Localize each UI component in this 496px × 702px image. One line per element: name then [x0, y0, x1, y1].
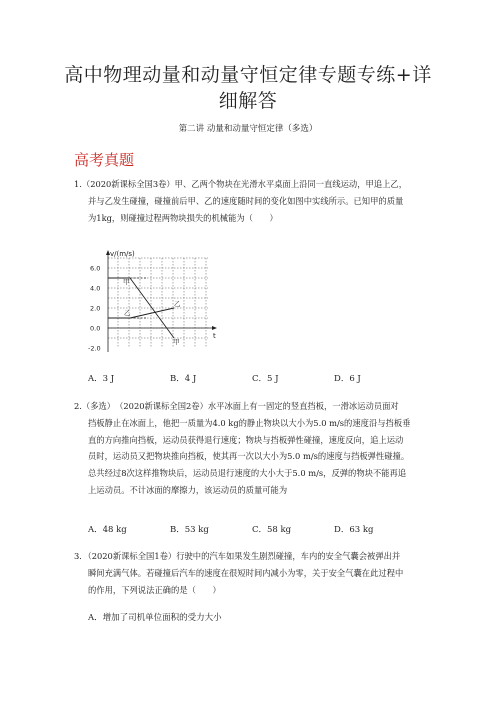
y-tick-label: 6.0 — [90, 264, 101, 273]
x-axis-arrow — [212, 326, 217, 330]
q3-option-a[interactable]: A．增加了司机单位面积的受力大小 — [88, 613, 222, 623]
series-segment — [130, 278, 174, 338]
title-line-2: 细解答 — [218, 90, 278, 112]
q2-options — [88, 523, 418, 535]
q1-line-3: 为1kg，则碰撞过程两物块损失的机械能为（ ） — [88, 212, 278, 223]
q3-line-2: 瞬间充满气体。若碰撞后汽车的速度在很短时间内减小为零，关于安全气囊在此过程中 — [88, 567, 404, 578]
q2-line-5: 总共经过8次这样推物块后，运动员退行速度的大小大于5.0 m/s，反弹的物块不能再追 — [88, 468, 407, 479]
grid — [108, 258, 208, 348]
q2-line-3: 直的方向推向挡板，运动员获得退行速度；物块与挡板弹性碰撞，速度反向，追上运动 — [88, 434, 404, 445]
q2-option-a[interactable]: A．48 kg — [88, 525, 127, 535]
q1-option-d[interactable]: D．6 J — [334, 374, 361, 384]
y-tick-label: 2.0 — [90, 304, 101, 313]
title-line-1: 高中物理动量和动量守恒定律专题专练+详 — [64, 64, 432, 86]
series-segment — [130, 308, 174, 318]
document-title — [60, 62, 436, 114]
q2-line-2: 挡板静止在冰面上，他把一质量为4.0 kg的静止物块以大小为5.0 m/s的速度沿与挡板垂 — [88, 417, 411, 428]
y-tick-label: 0.0 — [90, 324, 101, 333]
q1-option-c[interactable]: C．5 J — [252, 374, 279, 384]
q2-line-4: 员时，运动员又把物块推向挡板，使其再一次以大小为5.0 m/s的速度与挡板弹性碰撞。 — [88, 451, 410, 462]
question-1 — [74, 176, 434, 226]
q1-option-a[interactable]: A．3 J — [88, 374, 115, 384]
question-2 — [74, 398, 434, 499]
q3-line-1: 3．（2020新课标全国1卷）行驶中的汽车如果发生剧烈碰撞，车内的安全气囊会被弹出并 — [74, 551, 401, 561]
y-tick-label: -2.0 — [88, 344, 101, 353]
series-label-yi: 乙 — [174, 300, 181, 308]
q3-options — [88, 611, 418, 623]
q1-options — [88, 372, 418, 384]
question-3 — [74, 548, 434, 598]
q2-line-1: 2.（多选） （2020新课标全国2卷）水平冰面上有一固定的竖直挡板，一滑冰运动员面对 — [74, 401, 399, 411]
subtitle: 第二讲 动量和动量守恒定律（多选） — [178, 124, 318, 134]
velocity-time-graph — [88, 248, 238, 358]
q1-line-2: 并与乙发生碰撞，碰撞前后甲、乙的速度随时间的变化如图中实线所示。已知甲的质量 — [88, 195, 404, 206]
q1-option-b[interactable]: B．4 J — [170, 374, 197, 384]
q2-option-c[interactable]: C．58 kg — [252, 525, 292, 535]
q2-line-6: 上运动员。不计冰面的摩擦力，该运动员的质量可能为 — [88, 484, 288, 495]
q2-option-d[interactable]: D．63 kg — [334, 525, 374, 535]
y-axis-label: v/(m/s) — [110, 250, 135, 258]
q1-line-1: 1.（2020新课标全国3卷）甲、乙两个物块在光滑水平桌面上沿同一直线运动，甲追上乙， — [74, 179, 408, 189]
y-tick-label: 4.0 — [90, 284, 101, 293]
q2-option-b[interactable]: B．53 kg — [170, 525, 209, 535]
series-label-yi: 乙 — [124, 309, 131, 317]
section-title: 高考真题 — [74, 151, 135, 169]
q3-line-3: 的作用，下列说法正确的是（ ） — [88, 584, 221, 595]
x-axis-label: t — [213, 332, 216, 340]
series-label-jia: 甲 — [123, 278, 130, 286]
series-label-jia: 甲 — [173, 338, 180, 346]
